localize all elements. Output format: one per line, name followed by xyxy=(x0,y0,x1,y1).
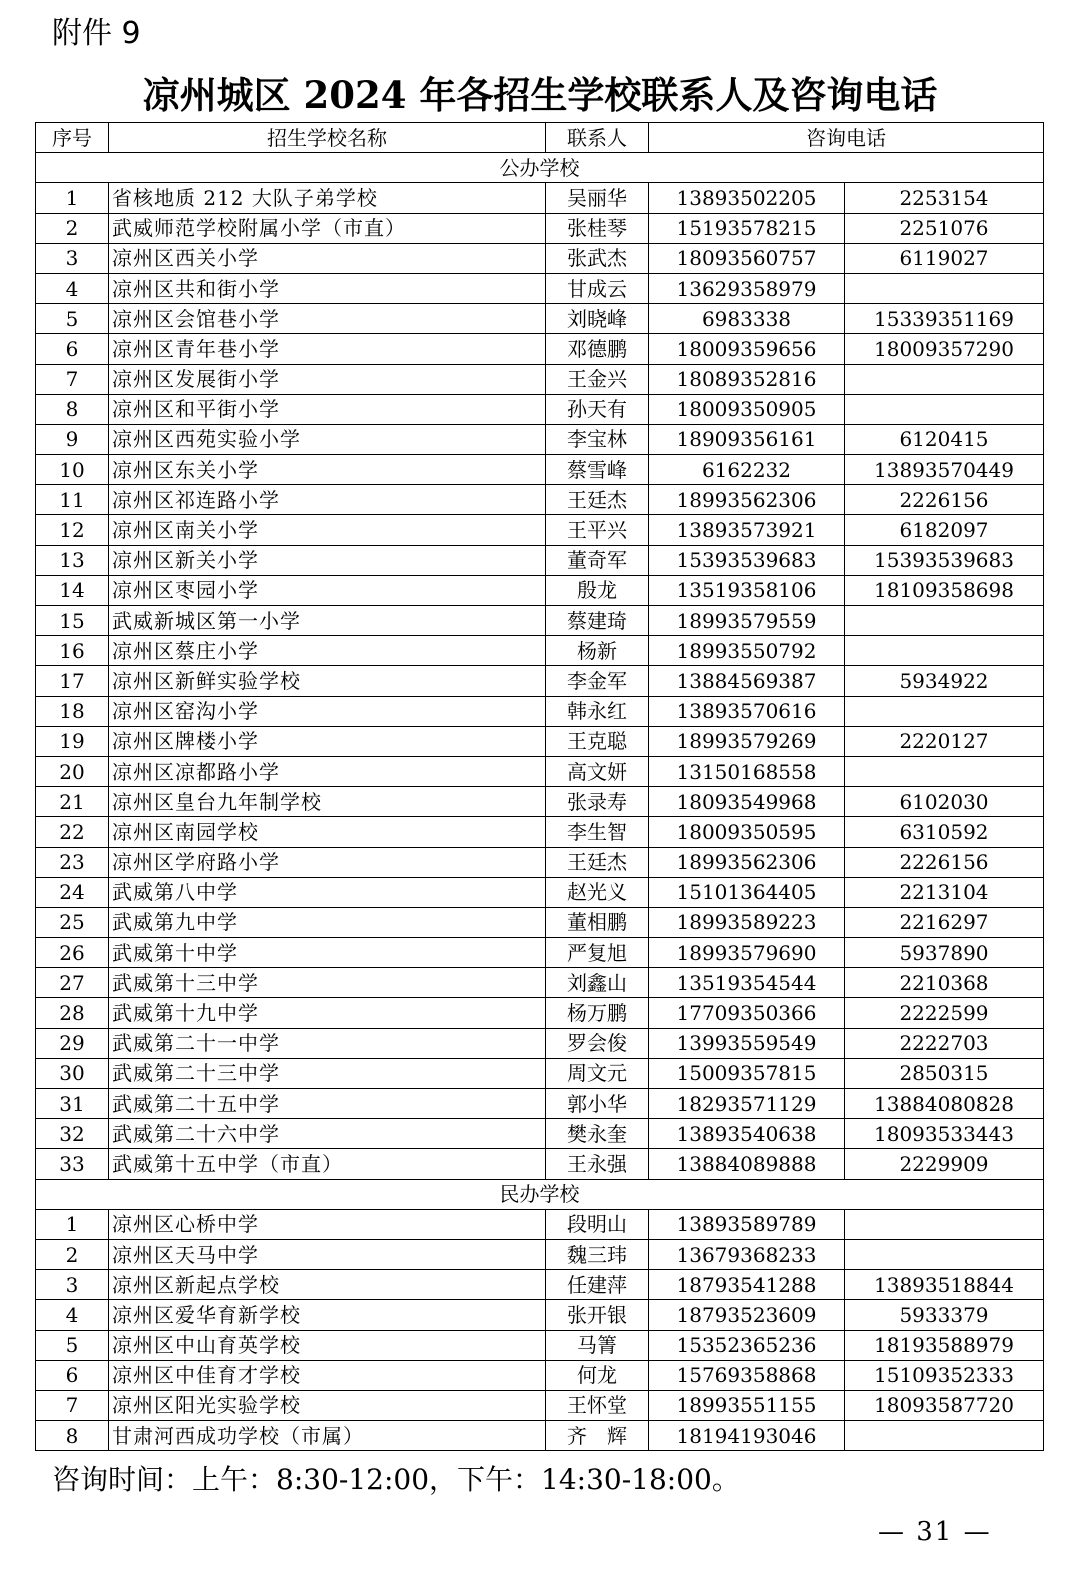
phone-primary: 18009350905 xyxy=(649,394,845,424)
row-number: 13 xyxy=(36,545,109,575)
row-number: 4 xyxy=(36,1300,109,1330)
school-name: 甘肃河西成功学校（市属） xyxy=(109,1421,546,1451)
phone-primary: 18093560757 xyxy=(649,243,845,273)
contact-person: 殷龙 xyxy=(546,575,649,605)
contact-person: 韩永红 xyxy=(546,696,649,726)
phone-secondary xyxy=(845,1421,1044,1451)
phone-secondary xyxy=(845,364,1044,394)
school-name: 凉州区天马中学 xyxy=(109,1239,546,1269)
phone-primary: 18093549968 xyxy=(649,787,845,817)
phone-primary: 13150168558 xyxy=(649,756,845,786)
table-row xyxy=(36,787,1044,817)
row-number: 1 xyxy=(36,1209,109,1239)
school-name: 凉州区蔡庄小学 xyxy=(109,636,546,666)
table-row xyxy=(36,817,1044,847)
contact-person: 王廷杰 xyxy=(546,485,649,515)
phone-primary: 18793523609 xyxy=(649,1300,845,1330)
row-number: 12 xyxy=(36,515,109,545)
school-name: 凉州区凉都路小学 xyxy=(109,756,546,786)
phone-primary: 18089352816 xyxy=(649,364,845,394)
school-name: 凉州区共和街小学 xyxy=(109,273,546,303)
table-row xyxy=(36,1421,1044,1451)
contact-person: 邓德鹏 xyxy=(546,334,649,364)
contact-person: 王廷杰 xyxy=(546,847,649,877)
contact-table xyxy=(35,122,1044,1451)
contact-person: 张桂琴 xyxy=(546,213,649,243)
contact-person: 王平兴 xyxy=(546,515,649,545)
school-name: 武威第九中学 xyxy=(109,907,546,937)
table-row xyxy=(36,515,1044,545)
header-phone: 咨询电话 xyxy=(649,123,1044,153)
row-number: 14 xyxy=(36,575,109,605)
contact-person: 王克聪 xyxy=(546,726,649,756)
school-name: 凉州区窑沟小学 xyxy=(109,696,546,726)
row-number: 1 xyxy=(36,183,109,213)
contact-person: 杨新 xyxy=(546,636,649,666)
table-row xyxy=(36,847,1044,877)
phone-primary: 15101364405 xyxy=(649,877,845,907)
table-row xyxy=(36,877,1044,907)
contact-person: 甘成云 xyxy=(546,273,649,303)
row-number: 2 xyxy=(36,1239,109,1269)
school-name: 凉州区新起点学校 xyxy=(109,1270,546,1300)
phone-primary: 13629358979 xyxy=(649,273,845,303)
phone-secondary: 18193588979 xyxy=(845,1330,1044,1360)
school-name: 武威师范学校附属小学（市直） xyxy=(109,213,546,243)
row-number: 8 xyxy=(36,1421,109,1451)
row-number: 19 xyxy=(36,726,109,756)
row-number: 29 xyxy=(36,1028,109,1058)
table-row xyxy=(36,1058,1044,1088)
phone-secondary: 2213104 xyxy=(845,877,1044,907)
phone-primary: 15393539683 xyxy=(649,545,845,575)
table-row xyxy=(36,1360,1044,1390)
phone-primary: 13893540638 xyxy=(649,1119,845,1149)
row-number: 27 xyxy=(36,968,109,998)
phone-secondary: 18093533443 xyxy=(845,1119,1044,1149)
contact-person: 刘鑫山 xyxy=(546,968,649,998)
phone-secondary: 6119027 xyxy=(845,243,1044,273)
phone-secondary xyxy=(845,394,1044,424)
contact-person: 李金军 xyxy=(546,666,649,696)
page-title: 凉州城区 2024 年各招生学校联系人及咨询电话 xyxy=(142,73,938,117)
contact-person: 董奇军 xyxy=(546,545,649,575)
phone-secondary: 13893570449 xyxy=(845,455,1044,485)
contact-person: 段明山 xyxy=(546,1209,649,1239)
phone-primary: 13519358106 xyxy=(649,575,845,605)
table-row xyxy=(36,213,1044,243)
phone-primary: 17709350366 xyxy=(649,998,845,1028)
page-number: — 31 — xyxy=(878,1517,992,1547)
phone-primary: 13884089888 xyxy=(649,1149,845,1179)
phone-secondary xyxy=(845,606,1044,636)
contact-person: 任建萍 xyxy=(546,1270,649,1300)
phone-primary: 18993589223 xyxy=(649,907,845,937)
row-number: 6 xyxy=(36,1360,109,1390)
contact-person: 孙天有 xyxy=(546,394,649,424)
contact-person: 王永强 xyxy=(546,1149,649,1179)
table-row xyxy=(36,1028,1044,1058)
school-name: 凉州区南关小学 xyxy=(109,515,546,545)
contact-person: 马箐 xyxy=(546,1330,649,1360)
phone-secondary: 13893518844 xyxy=(845,1270,1044,1300)
row-number: 28 xyxy=(36,998,109,1028)
contact-person: 何龙 xyxy=(546,1360,649,1390)
phone-secondary: 6102030 xyxy=(845,787,1044,817)
phone-primary: 13893589789 xyxy=(649,1209,845,1239)
row-number: 7 xyxy=(36,1390,109,1420)
table-row xyxy=(36,485,1044,515)
phone-primary: 18909356161 xyxy=(649,424,845,454)
row-number: 17 xyxy=(36,666,109,696)
table-row xyxy=(36,243,1044,273)
contact-person: 蔡建琦 xyxy=(546,606,649,636)
school-name: 凉州区枣园小学 xyxy=(109,575,546,605)
table-row xyxy=(36,636,1044,666)
header-no: 序号 xyxy=(36,123,109,153)
table-row xyxy=(36,1119,1044,1149)
phone-secondary xyxy=(845,1239,1044,1269)
row-number: 31 xyxy=(36,1089,109,1119)
table-body xyxy=(36,153,1044,1451)
phone-primary: 18993579559 xyxy=(649,606,845,636)
phone-primary: 13893570616 xyxy=(649,696,845,726)
school-name: 凉州区中山育英学校 xyxy=(109,1330,546,1360)
table-row xyxy=(36,907,1044,937)
section-row xyxy=(36,1179,1044,1209)
phone-secondary: 2226156 xyxy=(845,485,1044,515)
contact-person: 张开银 xyxy=(546,1300,649,1330)
contact-person: 张录寿 xyxy=(546,787,649,817)
phone-primary: 13893502205 xyxy=(649,183,845,213)
row-number: 6 xyxy=(36,334,109,364)
school-name: 凉州区南园学校 xyxy=(109,817,546,847)
row-number: 4 xyxy=(36,273,109,303)
contact-person: 魏三玮 xyxy=(546,1239,649,1269)
table-row xyxy=(36,998,1044,1028)
phone-primary: 13893573921 xyxy=(649,515,845,545)
phone-secondary: 2850315 xyxy=(845,1058,1044,1088)
row-number: 5 xyxy=(36,304,109,334)
phone-secondary: 6120415 xyxy=(845,424,1044,454)
phone-secondary xyxy=(845,636,1044,666)
phone-primary: 13679368233 xyxy=(649,1239,845,1269)
phone-primary: 18993551155 xyxy=(649,1390,845,1420)
row-number: 32 xyxy=(36,1119,109,1149)
table-row xyxy=(36,1149,1044,1179)
consultation-hours-note: 咨询时间：上午：8:30-12:00，下午：14:30-18:00。 xyxy=(52,1463,740,1496)
table-row xyxy=(36,726,1044,756)
header-contact: 联系人 xyxy=(546,123,649,153)
phone-primary: 18993550792 xyxy=(649,636,845,666)
table-row xyxy=(36,1089,1044,1119)
table-row xyxy=(36,273,1044,303)
contact-person: 李生智 xyxy=(546,817,649,847)
contact-person: 高文妍 xyxy=(546,756,649,786)
row-number: 8 xyxy=(36,394,109,424)
row-number: 30 xyxy=(36,1058,109,1088)
phone-secondary: 5933379 xyxy=(845,1300,1044,1330)
school-name: 武威第二十六中学 xyxy=(109,1119,546,1149)
phone-primary: 6983338 xyxy=(649,304,845,334)
phone-secondary: 2216297 xyxy=(845,907,1044,937)
contact-person: 董相鹏 xyxy=(546,907,649,937)
row-number: 2 xyxy=(36,213,109,243)
phone-secondary: 2226156 xyxy=(845,847,1044,877)
header-school: 招生学校名称 xyxy=(109,123,546,153)
phone-primary: 13993559549 xyxy=(649,1028,845,1058)
school-name: 省核地质 212 大队子弟学校 xyxy=(109,183,546,213)
school-name: 武威第十中学 xyxy=(109,938,546,968)
school-name: 武威第二十三中学 xyxy=(109,1058,546,1088)
school-name: 凉州区学府路小学 xyxy=(109,847,546,877)
row-number: 33 xyxy=(36,1149,109,1179)
row-number: 18 xyxy=(36,696,109,726)
phone-secondary: 5937890 xyxy=(845,938,1044,968)
school-name: 凉州区新关小学 xyxy=(109,545,546,575)
school-name: 凉州区和平街小学 xyxy=(109,394,546,424)
phone-primary: 18194193046 xyxy=(649,1421,845,1451)
attachment-label: 附件 9 xyxy=(52,16,141,51)
phone-secondary: 2222599 xyxy=(845,998,1044,1028)
contact-person: 周文元 xyxy=(546,1058,649,1088)
row-number: 15 xyxy=(36,606,109,636)
phone-secondary xyxy=(845,756,1044,786)
phone-secondary: 2220127 xyxy=(845,726,1044,756)
table-row xyxy=(36,304,1044,334)
contact-person: 王怀堂 xyxy=(546,1390,649,1420)
table-row xyxy=(36,756,1044,786)
school-name: 凉州区中佳育才学校 xyxy=(109,1360,546,1390)
contact-person: 罗会俊 xyxy=(546,1028,649,1058)
phone-secondary: 6182097 xyxy=(845,515,1044,545)
school-name: 武威第十三中学 xyxy=(109,968,546,998)
school-name: 凉州区新鲜实验学校 xyxy=(109,666,546,696)
row-number: 3 xyxy=(36,1270,109,1300)
school-name: 武威新城区第一小学 xyxy=(109,606,546,636)
row-number: 24 xyxy=(36,877,109,907)
school-name: 凉州区牌楼小学 xyxy=(109,726,546,756)
row-number: 5 xyxy=(36,1330,109,1360)
table-row xyxy=(36,968,1044,998)
table-header-row xyxy=(36,123,1044,153)
school-name: 凉州区西苑实验小学 xyxy=(109,424,546,454)
contact-person: 郭小华 xyxy=(546,1089,649,1119)
phone-primary: 18993579269 xyxy=(649,726,845,756)
school-name: 凉州区皇台九年制学校 xyxy=(109,787,546,817)
table-row xyxy=(36,334,1044,364)
school-name: 武威第十九中学 xyxy=(109,998,546,1028)
table-row xyxy=(36,1300,1044,1330)
table-row xyxy=(36,1270,1044,1300)
table-row xyxy=(36,364,1044,394)
table-row xyxy=(36,1239,1044,1269)
phone-secondary xyxy=(845,696,1044,726)
school-name: 武威第八中学 xyxy=(109,877,546,907)
row-number: 20 xyxy=(36,756,109,786)
table-row xyxy=(36,1390,1044,1420)
row-number: 26 xyxy=(36,938,109,968)
contact-person: 刘晓峰 xyxy=(546,304,649,334)
school-name: 凉州区会馆巷小学 xyxy=(109,304,546,334)
contact-person: 杨万鹏 xyxy=(546,998,649,1028)
row-number: 3 xyxy=(36,243,109,273)
phone-secondary: 6310592 xyxy=(845,817,1044,847)
contact-person: 张武杰 xyxy=(546,243,649,273)
row-number: 9 xyxy=(36,424,109,454)
row-number: 21 xyxy=(36,787,109,817)
phone-primary: 15009357815 xyxy=(649,1058,845,1088)
school-name: 凉州区西关小学 xyxy=(109,243,546,273)
phone-secondary: 18109358698 xyxy=(845,575,1044,605)
section-title: 民办学校 xyxy=(36,1179,1044,1209)
contact-person: 吴丽华 xyxy=(546,183,649,213)
table-row xyxy=(36,575,1044,605)
phone-secondary xyxy=(845,1209,1044,1239)
row-number: 7 xyxy=(36,364,109,394)
phone-primary: 15352365236 xyxy=(649,1330,845,1360)
table-row xyxy=(36,1209,1044,1239)
school-name: 凉州区东关小学 xyxy=(109,455,546,485)
phone-secondary: 15339351169 xyxy=(845,304,1044,334)
row-number: 23 xyxy=(36,847,109,877)
section-row xyxy=(36,153,1044,183)
table-row xyxy=(36,666,1044,696)
contact-person: 樊永奎 xyxy=(546,1119,649,1149)
phone-secondary: 18009357290 xyxy=(845,334,1044,364)
table-row xyxy=(36,545,1044,575)
phone-primary: 18793541288 xyxy=(649,1270,845,1300)
phone-primary: 18009350595 xyxy=(649,817,845,847)
row-number: 10 xyxy=(36,455,109,485)
row-number: 16 xyxy=(36,636,109,666)
contact-person: 李宝林 xyxy=(546,424,649,454)
phone-secondary: 2222703 xyxy=(845,1028,1044,1058)
table-row xyxy=(36,455,1044,485)
phone-primary: 13884569387 xyxy=(649,666,845,696)
phone-primary: 6162232 xyxy=(649,455,845,485)
phone-secondary: 15109352333 xyxy=(845,1360,1044,1390)
school-name: 凉州区发展街小学 xyxy=(109,364,546,394)
phone-primary: 13519354544 xyxy=(649,968,845,998)
school-name: 武威第二十一中学 xyxy=(109,1028,546,1058)
contact-person: 严复旭 xyxy=(546,938,649,968)
table-row xyxy=(36,938,1044,968)
contact-person: 赵光义 xyxy=(546,877,649,907)
phone-secondary xyxy=(845,273,1044,303)
phone-secondary: 18093587720 xyxy=(845,1390,1044,1420)
phone-primary: 18993562306 xyxy=(649,485,845,515)
row-number: 11 xyxy=(36,485,109,515)
school-name: 凉州区青年巷小学 xyxy=(109,334,546,364)
phone-primary: 15769358868 xyxy=(649,1360,845,1390)
table-row xyxy=(36,606,1044,636)
contact-person: 蔡雪峰 xyxy=(546,455,649,485)
row-number: 25 xyxy=(36,907,109,937)
school-name: 凉州区阳光实验学校 xyxy=(109,1390,546,1420)
phone-secondary: 2251076 xyxy=(845,213,1044,243)
phone-secondary: 2253154 xyxy=(845,183,1044,213)
school-name: 凉州区祁连路小学 xyxy=(109,485,546,515)
phone-secondary: 2229909 xyxy=(845,1149,1044,1179)
table-row xyxy=(36,183,1044,213)
section-title: 公办学校 xyxy=(36,153,1044,183)
contact-person: 齐 辉 xyxy=(546,1421,649,1451)
phone-secondary: 2210368 xyxy=(845,968,1044,998)
contact-person: 王金兴 xyxy=(546,364,649,394)
school-name: 武威第十五中学（市直） xyxy=(109,1149,546,1179)
phone-secondary: 5934922 xyxy=(845,666,1044,696)
phone-primary: 18993579690 xyxy=(649,938,845,968)
table-row xyxy=(36,424,1044,454)
phone-primary: 18009359656 xyxy=(649,334,845,364)
phone-primary: 18293571129 xyxy=(649,1089,845,1119)
school-name: 凉州区心桥中学 xyxy=(109,1209,546,1239)
phone-primary: 15193578215 xyxy=(649,213,845,243)
row-number: 22 xyxy=(36,817,109,847)
table-row xyxy=(36,696,1044,726)
phone-secondary: 15393539683 xyxy=(845,545,1044,575)
table-row xyxy=(36,1330,1044,1360)
phone-primary: 18993562306 xyxy=(649,847,845,877)
phone-secondary: 13884080828 xyxy=(845,1089,1044,1119)
school-name: 凉州区爱华育新学校 xyxy=(109,1300,546,1330)
table-row xyxy=(36,394,1044,424)
school-name: 武威第二十五中学 xyxy=(109,1089,546,1119)
